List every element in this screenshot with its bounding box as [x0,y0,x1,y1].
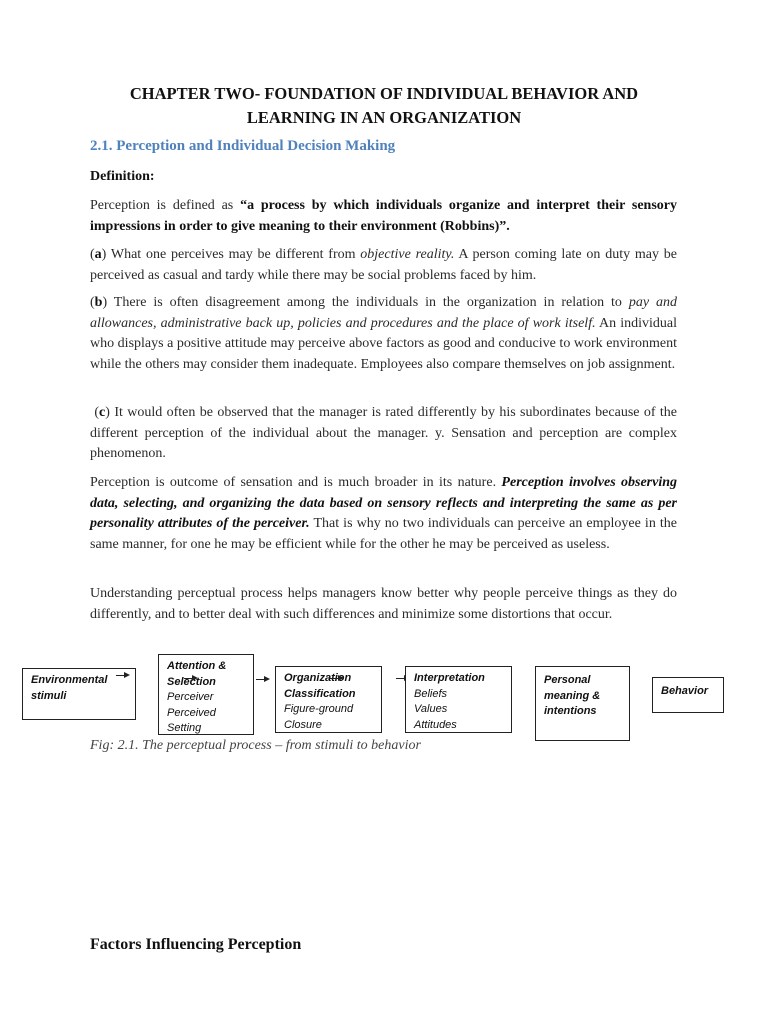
arrow-icon [116,675,128,676]
arrow-icon [256,679,268,680]
environmental-stimuli-box: Environmental stimuli [22,668,136,720]
attention-selection-box: Attention & Selection Perceiver Perceived Setting [158,654,254,735]
perception-outcome-paragraph: Perception is outcome of sensation and is much broader in its nature. Perception involves observing data, selecting, and organizing the data based on sensory reflects and interpreting the same as per personality attributes of the perceiver. That is why no two individuals can perceive an employee in the same manner, for one he may be efficient while for the other he may be perceived as useless. [90,475,677,552]
definition-label: Definition: [90,169,155,184]
paragraph-a: (a) What one perceives may be different from objective reality. A person coming late on duty may be perceived as casual and tardy while there may be social problems faced by him. [90,247,678,283]
factors-heading: Factors Influencing Perception [90,936,302,953]
chapter-title: CHAPTER TWO- FOUNDATION OF INDIVIDUAL BEHAVIOR AND LEARNING IN AN ORGANIZATION [129,84,639,127]
paragraph-c: (c) It would often be observed that the manager is rated differently by his subordinates because of the different perception of the individual about the manager. y. Sensation and perception are complex phenomenon. [90,405,677,461]
arrow-icon [330,678,342,679]
interpretation-box: Interpretation Beliefs Values Attitudes [405,666,512,733]
figure-caption: Fig: 2.1. The perceptual process – from stimuli to behavior [90,738,421,753]
behavior-box: Behavior [652,677,724,713]
definition-paragraph: Perception is defined as “a process by which individuals organize and interpret their sensory impressions in order to give meaning to their environment (Robbins)”. [90,198,677,234]
perceptual-process-paragraph: Understanding perceptual process helps managers know better why people perceive things as they do differently, and to better deal with such differences and minimize some distortions that occur. [90,586,677,622]
paragraph-b: (b) There is often disagreement among the individuals in the organization in relation to pay and allowances, administrative back up, policies and procedures and the place of work itself. An individual who displays a positive attitude may perceive above factors as good and conducive to work environment while the others may consider them inadequate. Employees also compare themselves on job assignment. [90,295,677,372]
arrow-icon [184,678,196,679]
organization-box: Organization Classification Figure-ground Closure [275,666,382,733]
personal-meaning-box: Personal meaning & intentions [535,666,630,741]
section-heading: 2.1. Perception and Individual Decision Making [90,138,396,154]
